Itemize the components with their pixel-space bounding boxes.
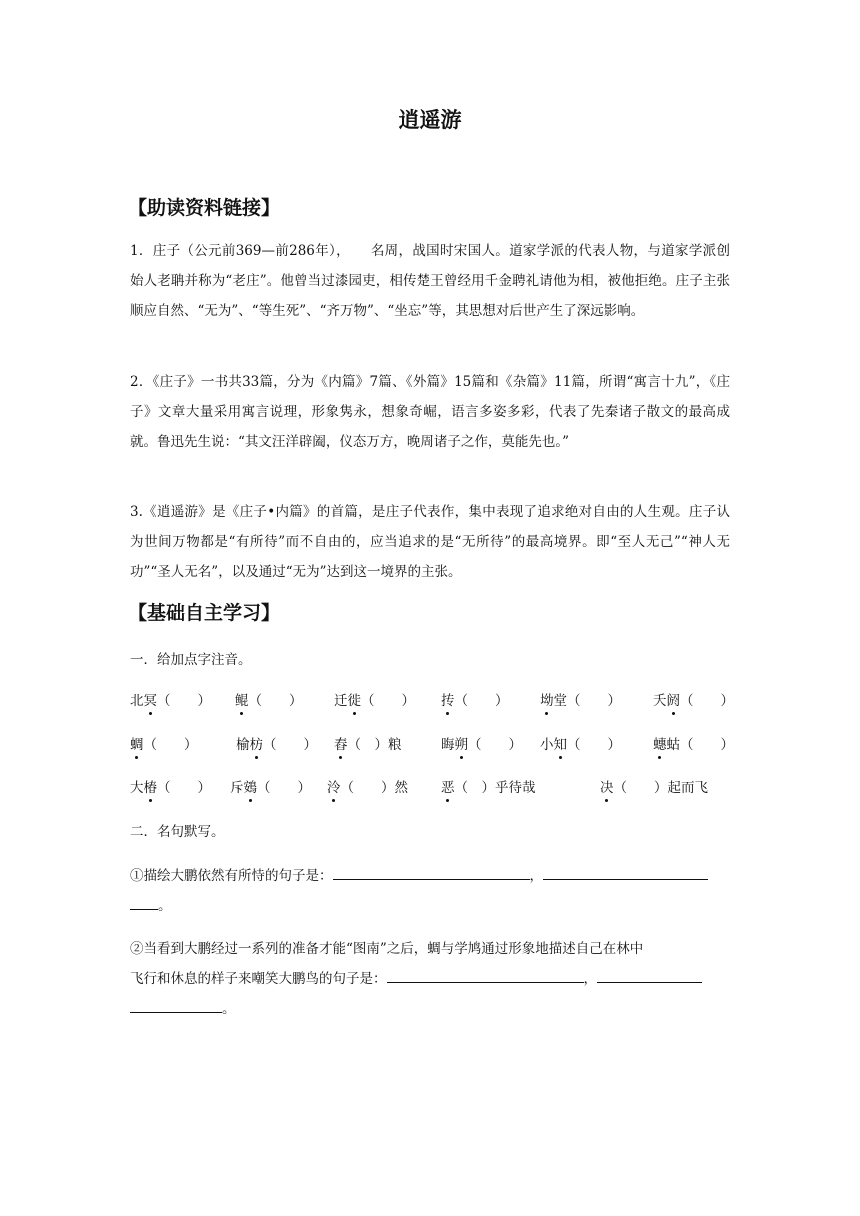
page-title: 逍遥游 — [398, 108, 462, 132]
pinyin-item: 坳堂（ ） — [540, 689, 621, 709]
fill-in-question-b-cont — [130, 997, 236, 1017]
pinyin-item: 斥鴳（ ） — [230, 776, 311, 796]
answer-blank[interactable] — [597, 968, 702, 983]
pinyin-item: 舂（ ）粮 — [334, 733, 402, 753]
question-b-text: 飞行和休息的样子来嘲笑大鹏鸟的句子是： — [130, 971, 387, 987]
period: 。 — [158, 898, 172, 914]
pinyin-item: 榆枋（ ） — [236, 733, 317, 753]
fill-in-question-a — [130, 864, 708, 884]
pinyin-item: 蜩（ ） — [130, 733, 198, 753]
pinyin-item: 小知（ ） — [540, 733, 621, 753]
comma: ， — [529, 868, 543, 884]
answer-blank[interactable] — [543, 865, 708, 880]
fill-in-question-b-line1: ②当看到大鹏经过一系列的准备才能“图南”之后，蜩与学鸠通过形象地描述自己在林中 — [130, 941, 644, 957]
pinyin-item: 鲲（ ） — [235, 689, 303, 709]
question-a-text: ①描绘大鹏依然有所恃的句子是： — [130, 868, 333, 884]
pinyin-item: 抟（ ） — [441, 689, 509, 709]
comma: ， — [583, 971, 597, 987]
period: 。 — [222, 1001, 236, 1017]
answer-blank[interactable] — [130, 998, 222, 1013]
pinyin-item: 大椿（ ） — [130, 776, 211, 796]
question-1-title: 一．给加点字注音。 — [130, 652, 252, 668]
question-2-title: 二．名句默写。 — [130, 824, 225, 840]
pinyin-item: 北冥（ ） — [130, 689, 211, 709]
answer-blank[interactable] — [333, 865, 530, 880]
pinyin-item: 蟪蛄（ ） — [653, 733, 734, 753]
pinyin-item: 泠（ ）然 — [327, 776, 408, 796]
pinyin-item: 恶（ ）乎待哉 — [441, 776, 536, 796]
paragraph-2: 2．《庄子》一书共33篇，分为《内篇》7篇、《外篇》15篇和《杂篇》11篇，所谓“寓言十九”，《庄子》文章大量采用寓言说理，形象隽永，想象奇崛，语言多姿多彩，代表了先秦诸子散文的最高成就。鲁迅先生说：“其文汪洋辟阖，仪态万方，晚周诸子之作，莫能先也。” — [130, 374, 730, 450]
section-heading-basic: 【基础自主学习】 — [128, 602, 281, 624]
pinyin-item: 夭阏（ ） — [653, 689, 734, 709]
answer-blank[interactable] — [130, 895, 158, 910]
pinyin-item: 迁徙（ ） — [334, 689, 415, 709]
pinyin-item: 决（ ）起而飞 — [600, 776, 708, 796]
fill-in-question-b-line2 — [130, 967, 702, 987]
paragraph-1: 1．庄子（公元前369—前286年）， 名周，战国时宋国人。道家学派的代表人物，与道家学派创始人老聃并称为“老庄”。他曾当过漆园吏，相传楚王曾经用千金聘礼请他为相，被他拒绝。庄子主张顺应自然、“无为”、“等生死”、“齐万物”、“坐忘”等，其思想对后世产生了深远影响。 — [130, 243, 730, 319]
fill-in-question-a-cont — [130, 894, 172, 914]
pinyin-item: 晦朔（ ） — [441, 733, 522, 753]
answer-blank[interactable] — [387, 968, 584, 983]
section-heading-reading: 【助读资料链接】 — [128, 197, 281, 219]
paragraph-3: 3.《逍遥游》是《庄子•内篇》的首篇，是庄子代表作，集中表现了追求绝对自由的人生观。庄子认为世间万物都是“有所待”而不自由的，应当追求的是“无所待”的最高境界。即“至人无己”“神人无功”“圣人无名”，以及通过“无为”达到这一境界的主张。 — [130, 504, 730, 580]
